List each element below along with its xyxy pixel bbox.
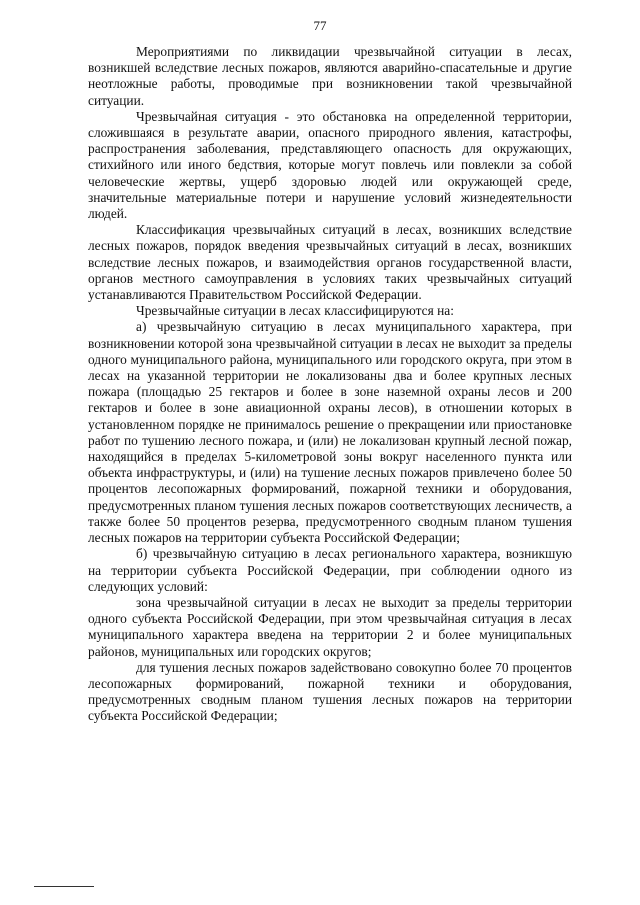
paragraph-regional-emergency: б) чрезвычайную ситуацию в лесах регионального характера, возникшую на территории субъекта Российской Федерации, при соблюдении одного из следующих условий: [88,546,572,594]
paragraph-regional-condition-resources: для тушения лесных пожаров задействовано совокупно более 70 процентов лесопожарных формирований, пожарной техники и оборудования, предусмотренных сводным планом тушения лесных пожаров на территории субъекта Российской Федерации; [88,659,572,724]
paragraph-classification-intro: Чрезвычайные ситуации в лесах классифицируются на: [136,303,454,319]
footer-divider [34,886,94,887]
page-number: 77 [313,18,327,33]
paragraph-classification-order: Классификация чрезвычайных ситуаций в лесах, возникших вследствие лесных пожаров, порядок введения чрезвычайных ситуаций в лесах, возникших вследствие лесных пожаров, и взаимодействия органов государственной власти, органов местного самоуправления в условиях таких чрезвычайных ситуаций устанавливаются Правительством Российской Федерации. [88,222,572,303]
document-body [88,44,572,725]
paragraph-regional-condition-zone: зона чрезвычайной ситуации в лесах не выходит за пределы территории одного субъекта Российской Федерации, при этом чрезвычайная ситуация в лесах муниципального характера введена на территории 2 и более муниципальных районов, муниципальных или городских округов; [88,594,572,659]
paragraph-municipal-emergency: а) чрезвычайную ситуацию в лесах муниципального характера, при возникновении которой зона чрезвычайной ситуации в лесах не выходит за пределы одного муниципального района, муниципального или городского округа, при этом в лесах на указанной территории не локализованы два и более крупных лесных пожара (площадью 25 гектаров и более в зоне наземной охраны лесов и 200 гектаров и более в зоне авиационной охраны лесов), в отношении которых в установленном порядке не принималось решение о прекращении или приостановке работ по тушению лесного пожара, и (или) не локализован крупный лесной пожар, находящийся в пределах 5-километровой зоны вокруг населенного пункта или объекта инфраструктуры, и (или) на тушение лесных пожаров привлечено более 50 процентов лесопожарных формирований, пожарной техники и оборудования, предусмотренных планом тушения лесных пожаров соответствующих лесничеств, а также более 50 процентов резерва, предусмотренного сводным планом тушения лесных пожаров на территории субъекта Российской Федерации; [88,319,572,546]
paragraph-liquidation-measures: Мероприятиями по ликвидации чрезвычайной ситуации в лесах, возникшей вследствие лесных пожаров, являются аварийно-спасательные и другие неотложные работы, проводимые при возникновении такой чрезвычайной ситуации. [88,44,572,108]
paragraph-emergency-definition: Чрезвычайная ситуация - это обстановка на определенной территории, сложившаяся в результате аварии, опасного природного явления, катастрофы, распространения заболевания, представляющего опасность для окружающих, стихийного или иного бедствия, которые могут повлечь или повлекли за собой человеческие жертвы, ущерб здоровью людей или окружающей среде, значительные материальные потери и нарушение условий жизнедеятельности людей. [88,108,572,222]
